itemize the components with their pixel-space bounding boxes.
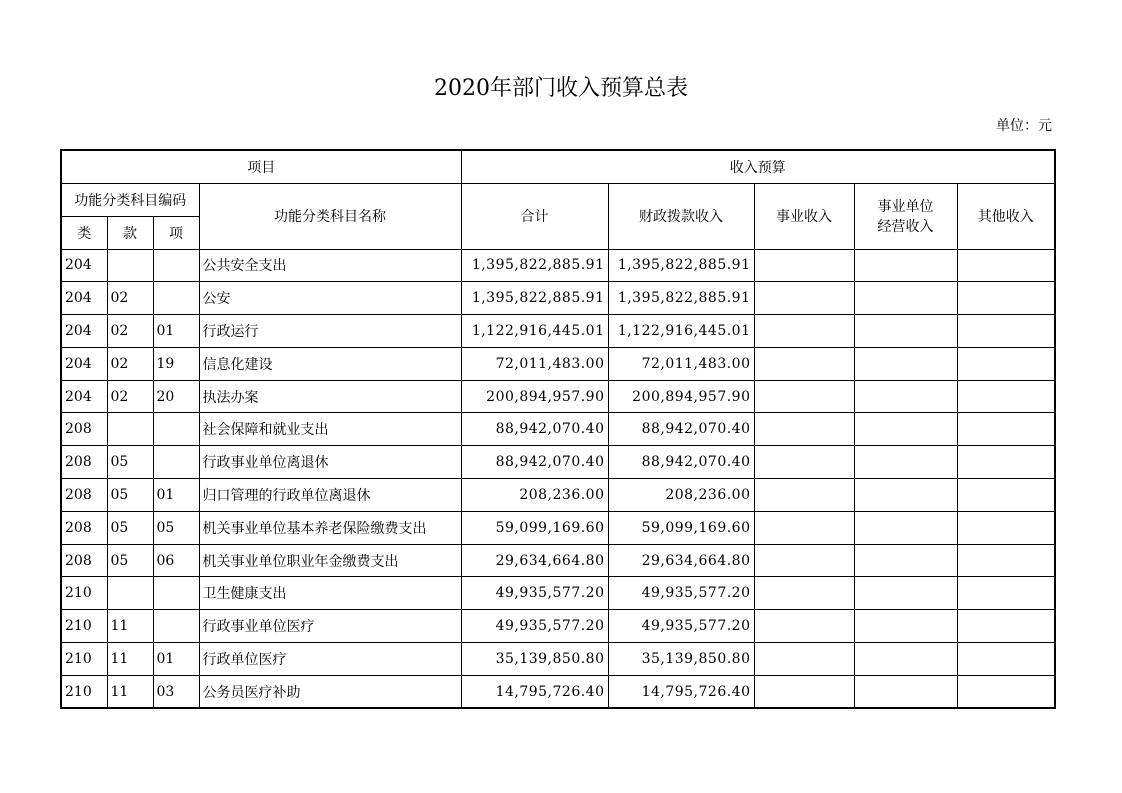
cell-total: 35,139,850.80 [461, 643, 608, 676]
cell-kuan [107, 577, 153, 610]
cell-operating [854, 511, 957, 544]
cell-xiang [153, 413, 199, 446]
cell-operating [854, 446, 957, 479]
table-body [61, 249, 1055, 708]
cell-other [957, 347, 1055, 380]
cell-kuan: 11 [107, 610, 153, 643]
table-row [61, 577, 1055, 610]
cell-lei: 208 [61, 544, 107, 577]
cell-xiang [153, 282, 199, 315]
cell-business [754, 282, 854, 315]
cell-xiang: 01 [153, 315, 199, 348]
table-row [61, 675, 1055, 708]
cell-fiscal: 1,122,916,445.01 [608, 315, 754, 348]
cell-business [754, 380, 854, 413]
cell-business [754, 479, 854, 512]
cell-name: 公共安全支出 [199, 249, 461, 282]
cell-other [957, 544, 1055, 577]
cell-other [957, 249, 1055, 282]
cell-fiscal: 72,011,483.00 [608, 347, 754, 380]
table-row [61, 479, 1055, 512]
cell-name: 社会保障和就业支出 [199, 413, 461, 446]
cell-fiscal: 88,942,070.40 [608, 446, 754, 479]
cell-fiscal: 49,935,577.20 [608, 610, 754, 643]
cell-total: 1,395,822,885.91 [461, 249, 608, 282]
table-row [61, 413, 1055, 446]
cell-business [754, 544, 854, 577]
cell-kuan: 05 [107, 446, 153, 479]
table-row [61, 315, 1055, 348]
cell-fiscal: 49,935,577.20 [608, 577, 754, 610]
cell-operating [854, 675, 957, 708]
table-row [61, 643, 1055, 676]
header-business: 事业收入 [754, 183, 854, 249]
cell-total: 72,011,483.00 [461, 347, 608, 380]
cell-kuan: 05 [107, 511, 153, 544]
cell-other [957, 675, 1055, 708]
cell-total: 49,935,577.20 [461, 577, 608, 610]
header-kuan: 款 [107, 216, 153, 249]
cell-operating [854, 282, 957, 315]
cell-fiscal: 200,894,957.90 [608, 380, 754, 413]
cell-xiang: 20 [153, 380, 199, 413]
cell-operating [854, 413, 957, 446]
cell-xiang: 03 [153, 675, 199, 708]
cell-total: 88,942,070.40 [461, 446, 608, 479]
cell-name: 机关事业单位基本养老保险缴费支出 [199, 511, 461, 544]
cell-fiscal: 1,395,822,885.91 [608, 249, 754, 282]
cell-name: 公务员医疗补助 [199, 675, 461, 708]
cell-operating [854, 479, 957, 512]
cell-name: 公安 [199, 282, 461, 315]
cell-total: 1,122,916,445.01 [461, 315, 608, 348]
cell-kuan [107, 249, 153, 282]
table-header [61, 150, 1055, 249]
header-func-name: 功能分类科目名称 [199, 183, 461, 249]
cell-kuan: 02 [107, 282, 153, 315]
cell-lei: 204 [61, 282, 107, 315]
cell-kuan [107, 413, 153, 446]
cell-other [957, 610, 1055, 643]
cell-lei: 210 [61, 577, 107, 610]
header-operating-line2: 经营收入 [877, 219, 934, 235]
cell-total: 1,395,822,885.91 [461, 282, 608, 315]
cell-fiscal: 14,795,726.40 [608, 675, 754, 708]
cell-lei: 208 [61, 511, 107, 544]
table-row [61, 282, 1055, 315]
cell-operating [854, 544, 957, 577]
cell-business [754, 446, 854, 479]
cell-business [754, 347, 854, 380]
cell-other [957, 511, 1055, 544]
cell-operating [854, 643, 957, 676]
header-total: 合计 [461, 183, 608, 249]
cell-fiscal: 88,942,070.40 [608, 413, 754, 446]
cell-business [754, 249, 854, 282]
cell-total: 49,935,577.20 [461, 610, 608, 643]
cell-lei: 204 [61, 347, 107, 380]
cell-name: 执法办案 [199, 380, 461, 413]
cell-business [754, 675, 854, 708]
cell-kuan: 02 [107, 315, 153, 348]
cell-operating [854, 380, 957, 413]
cell-lei: 208 [61, 413, 107, 446]
cell-lei: 210 [61, 675, 107, 708]
cell-kuan: 05 [107, 479, 153, 512]
table-row [61, 544, 1055, 577]
cell-xiang [153, 610, 199, 643]
cell-xiang: 01 [153, 479, 199, 512]
cell-other [957, 643, 1055, 676]
cell-fiscal: 1,395,822,885.91 [608, 282, 754, 315]
cell-business [754, 413, 854, 446]
cell-xiang [153, 249, 199, 282]
cell-name: 行政单位医疗 [199, 643, 461, 676]
cell-name: 行政运行 [199, 315, 461, 348]
cell-total: 14,795,726.40 [461, 675, 608, 708]
budget-table [60, 149, 1056, 709]
cell-lei: 204 [61, 315, 107, 348]
cell-fiscal: 59,099,169.60 [608, 511, 754, 544]
cell-total: 88,942,070.40 [461, 413, 608, 446]
cell-fiscal: 29,634,664.80 [608, 544, 754, 577]
page-title: 2020年部门收入预算总表 [434, 76, 688, 101]
cell-business [754, 577, 854, 610]
cell-business [754, 315, 854, 348]
cell-lei: 210 [61, 643, 107, 676]
cell-kuan: 02 [107, 380, 153, 413]
cell-operating [854, 610, 957, 643]
header-operating-line1: 事业单位 [877, 199, 934, 215]
cell-name: 归口管理的行政单位离退休 [199, 479, 461, 512]
cell-business [754, 643, 854, 676]
cell-fiscal: 208,236.00 [608, 479, 754, 512]
cell-operating [854, 577, 957, 610]
header-income-budget: 收入预算 [461, 150, 1055, 183]
cell-operating [854, 347, 957, 380]
cell-xiang [153, 577, 199, 610]
header-other: 其他收入 [957, 183, 1055, 249]
header-lei: 类 [61, 216, 107, 249]
table-row [61, 380, 1055, 413]
cell-name: 行政事业单位离退休 [199, 446, 461, 479]
cell-lei: 208 [61, 446, 107, 479]
table-row [61, 446, 1055, 479]
cell-kuan: 11 [107, 675, 153, 708]
cell-name: 机关事业单位职业年金缴费支出 [199, 544, 461, 577]
cell-other [957, 479, 1055, 512]
cell-other [957, 282, 1055, 315]
header-fiscal: 财政拨款收入 [608, 183, 754, 249]
cell-other [957, 413, 1055, 446]
cell-fiscal: 35,139,850.80 [608, 643, 754, 676]
cell-xiang: 06 [153, 544, 199, 577]
cell-kuan: 11 [107, 643, 153, 676]
cell-kuan: 05 [107, 544, 153, 577]
cell-other [957, 380, 1055, 413]
table-row [61, 511, 1055, 544]
cell-operating [854, 249, 957, 282]
header-xiang: 项 [153, 216, 199, 249]
cell-kuan: 02 [107, 347, 153, 380]
cell-lei: 210 [61, 610, 107, 643]
cell-name: 行政事业单位医疗 [199, 610, 461, 643]
cell-operating [854, 315, 957, 348]
cell-total: 200,894,957.90 [461, 380, 608, 413]
cell-lei: 204 [61, 249, 107, 282]
cell-lei: 204 [61, 380, 107, 413]
cell-xiang: 01 [153, 643, 199, 676]
header-func-code: 功能分类科目编码 [61, 183, 199, 216]
table-row [61, 347, 1055, 380]
cell-total: 208,236.00 [461, 479, 608, 512]
table-row [61, 610, 1055, 643]
cell-name: 信息化建设 [199, 347, 461, 380]
cell-total: 29,634,664.80 [461, 544, 608, 577]
cell-total: 59,099,169.60 [461, 511, 608, 544]
cell-business [754, 610, 854, 643]
cell-other [957, 446, 1055, 479]
cell-other [957, 315, 1055, 348]
cell-xiang: 05 [153, 511, 199, 544]
cell-other [957, 577, 1055, 610]
unit-label: 单位：元 [996, 118, 1052, 134]
header-operating [854, 183, 957, 249]
cell-lei: 208 [61, 479, 107, 512]
cell-xiang [153, 446, 199, 479]
cell-xiang: 19 [153, 347, 199, 380]
cell-business [754, 511, 854, 544]
table-row [61, 249, 1055, 282]
cell-name: 卫生健康支出 [199, 577, 461, 610]
header-item: 项目 [61, 150, 461, 183]
